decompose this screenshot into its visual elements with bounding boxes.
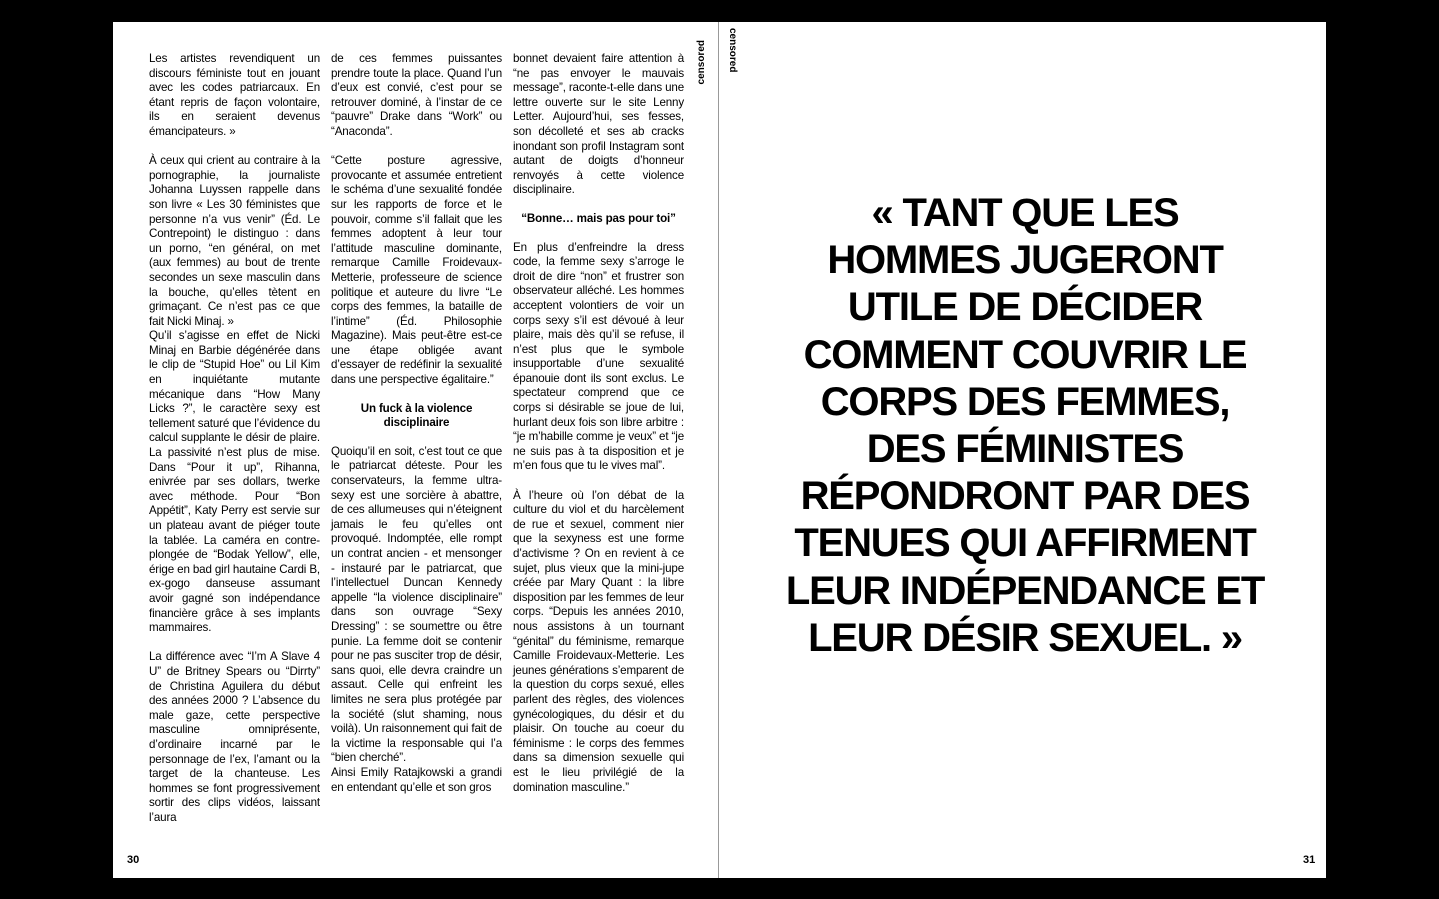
- pull-quote-line: HOMMES JUGERONT: [827, 238, 1223, 283]
- pull-quote-line: LEUR INDÉPENDANCE ET: [785, 568, 1265, 613]
- running-section-label-right: censored: [727, 28, 738, 73]
- page-number-left: 30: [127, 854, 140, 866]
- magazine-spread: [113, 22, 1326, 878]
- pull-quote-line: UTILE DE DÉCIDER: [847, 285, 1203, 330]
- pull-quote-line: CORPS DES FEMMES,: [820, 379, 1230, 424]
- paragraph: À ceux qui crient au contraire à la pornographie, la journaliste Johanna Luyssen rappelle dans son livre « Les 30 féministes que personne n’a vus venir” (Éd. Le Contrepoint) le distinguo : dans un porno, “en général, on met (aux femmes) au bout de trente secondes un sexe masculin dans la bouche, qu’elles tètent en grimaçant. Ce n’est pas ce que fait Nicki Minaj. »: [149, 154, 320, 328]
- paragraph: Qu’il s’agisse en effet de Nicki Minaj en Barbie dégénérée dans le clip de “Stupid Hoe” ou Lil Kim en inquiétante mutante mécanique dans “How Many Licks ?”, le caractère sexy est tellement saturé que l’évidence du calcul supplante le désir de plaire. La passivité n’est plus de mise. Dans “Pour it up”, Rihanna, enivrée par ses dollars, twerke avec méthode. Pour “Bon Appétit”, Katy Perry est servie sur un plateau avant de piéger toute la tablée. La caméra en contre-plongée de “Bodak Yellow”, elle, érige en bad girl hautaine Cardi B, ex-gogo danseuse assumant avoir gagné son indépendance financière grâce à ses implants mammaires.: [149, 329, 320, 635]
- pull-quote-line: RÉPONDRONT PAR DES: [800, 474, 1250, 519]
- running-section-label-left: censored: [696, 40, 707, 85]
- article-column-2: [331, 52, 502, 795]
- pull-quote-line: LEUR DÉSIR SEXUEL. »: [808, 615, 1242, 660]
- pull-quote-line: COMMENT COUVRIR LE: [803, 332, 1247, 377]
- section-subheading: “Bonne… mais pas pour toi”: [521, 211, 676, 225]
- section-subheading: Un fuck à la violence disciplinaire: [360, 401, 473, 430]
- paragraph: Les artistes revendiquent un discours féministe tout en jouant avec les codes patriarcaux. En étant repris de façon volontaire, ils en seraient devenus émancipateurs. »: [149, 52, 320, 138]
- page-gutter: [718, 22, 719, 878]
- pull-quote-line: TENUES QUI AFFIRMENT: [794, 521, 1256, 566]
- article-column-1: [149, 52, 320, 825]
- paragraph: Quoiqu’il en soit, c’est tout ce que le patriarcat déteste. Pour les conservateurs, la femme ultra-sexy est une sorcière à abattre, de ces allumeuses qui n’éteignent jamais le feu qu’elles ont provoqué. Indomptée, elle rompt un contrat ancien - et mensonger - instauré par le patriarcat, que l’intellectuel Duncan Kennedy appelle “la violence disciplinaire” dans son ouvrage “Sexy Dressing” : se soumettre ou être punie. La femme doit se contenir pour ne pas susciter trop de désir, sans quoi, elle devra craindre un assaut. Celle qui enfreint les limites ne sera plus protégée par la société (slut shaming, nous voilà). Un raisonnement qui fait de la victime la responsable qui l’a “bien cherché”.: [331, 444, 502, 765]
- paragraph: de ces femmes puissantes prendre toute la place. Quand l’un d’eux est convié, c’est pour se retrouver dominé, à l’instar de ce “pauvre” Drake dans “Work” ou “Anaconda”.: [331, 52, 502, 138]
- paragraph: À l’heure où l’on débat de la culture du viol et du harcèlement de rue et sexuel, comment nier que la sexyness est une forme d’activisme ? On en revient à ce sujet, plus vieux que la mini-jupe créée par Mary Quant : la libre disposition par les femmes de leur corps. “Depuis les années 2010, nous assistons à un tournant “génital” du féminisme, remarque Camille Froidevaux-Metterie. Les jeunes générations s’emparent de la question du corps sexué, elles parlent des règles, des violences gynécologiques, du désir et du plaisir. On touche au coeur du féminisme : le corps des femmes dans sa dimension sexuelle qui est le lieu privilégié de la domination masculine.”: [513, 488, 684, 794]
- paragraph: En plus d’enfreindre la dress code, la femme sexy s’arroge le droit de dire “non” et frustrer son observateur alléché. Les hommes acceptent volontiers de voir un corps sexy s’il est dévoué à leur plaire, mais dès qu’il se refuse, il n’est plus que le symbole insupportable d’une sexualité épanouie dont ils sont exclus. Le spectateur comprend que ce corps si désirable se joue de lui, hurlant deux fois son libre arbitre : “je m’habille comme je veux” et “je ne suis pas à ta disposition et je m’en fous que tu le vives mal”.: [513, 240, 684, 473]
- paragraph: La différence avec “I’m A Slave 4 U” de Britney Spears ou “Dirrty” de Christina Aguilera du début des années 2000 ? L’absence du male gaze, cette perspective masculine omniprésente, d’ordinaire incarné par le personnage de l’ex, l’amant ou la target de la chanteuse. Les hommes se font progressivement sortir des clips vidéos, laissant l’aura: [149, 650, 320, 824]
- article-column-3: [513, 52, 684, 795]
- page-number-right: 31: [1303, 854, 1316, 866]
- pull-quote-line: « TANT QUE LES: [871, 191, 1179, 235]
- paragraph: “Cette posture agressive, provocante et assumée entretient le schéma d’une sexualité fondée sur les rapports de force et le pouvoir, comme s’il fallait que les femmes adoptent à leur tour l’attitude masculine dominante, remarque Camille Froidevaux-Metterie, professeure de science politique et auteure du livre “Le corps des femmes, la bataille de l’intime” (Éd. Philosophie Magazine). Mais peut-être est-ce une étape obligée avant d’essayer de redéfinir la sexualité dans une perspective égalitaire.”: [331, 154, 502, 387]
- paragraph: Ainsi Emily Ratajkowski a grandi en entendant qu’elle et son gros: [331, 765, 502, 794]
- paragraph: bonnet devaient faire attention à “ne pas envoyer le mauvais message”, raconte-t-elle dans une lettre ouverte sur le site Lenny Letter. Aujourd’hui, ses fesses, son décolleté et ses ab cracks inondant son profil Instagram sont autant de doigts d’honneur renvoyés à cette violence disciplinaire.: [513, 52, 684, 197]
- pull-quote: [765, 190, 1285, 662]
- pull-quote-line: DES FÉMINISTES: [866, 427, 1184, 472]
